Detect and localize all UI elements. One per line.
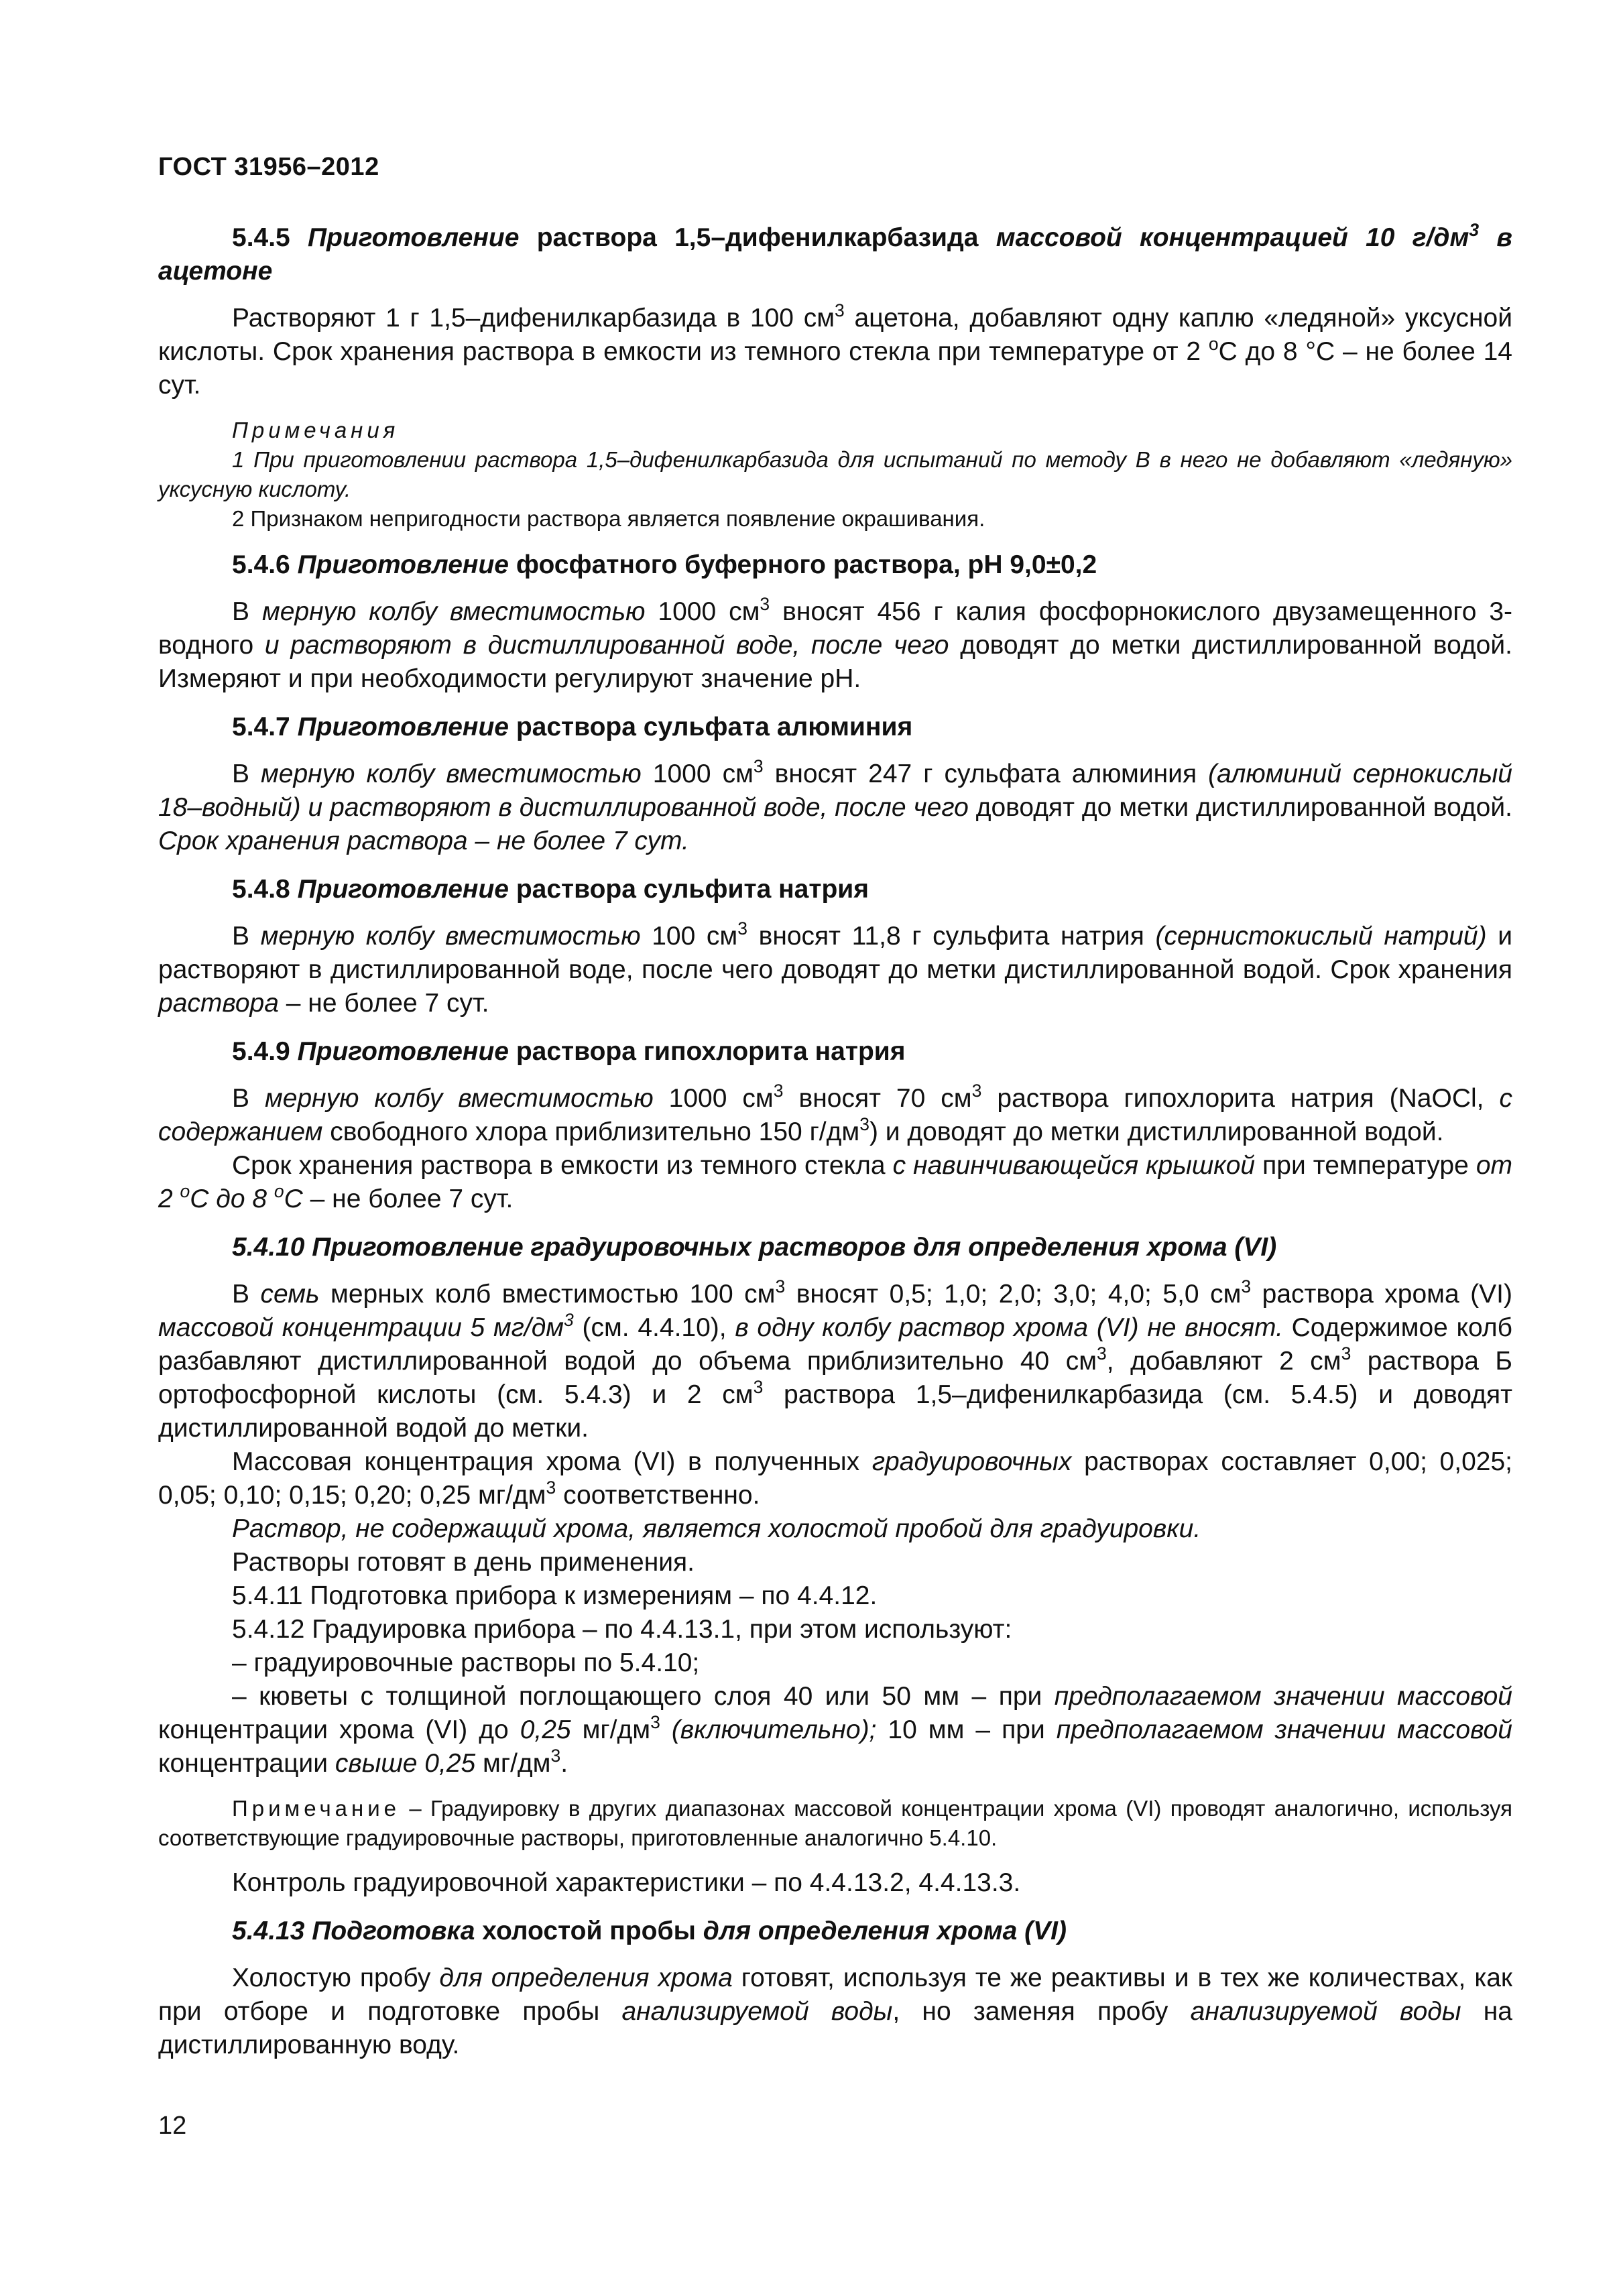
section-heading-5-4-13: 5.4.13 Подготовка холостой пробы для определения хрома (VI) bbox=[232, 1917, 1067, 1945]
paragraph: В мерную колбу вместимостью 1000 $см^3$ вносят 456 г калия фосфорнокислого двузамещенного 3-водного и растворяют в дистиллированной воде, после чего доводят до метки дистиллированной водой. Измеряют и при необходимости регулируют значение pH. bbox=[158, 593, 1512, 693]
section-heading-5-4-10: 5.4.10 Приготовление градуировочных растворов для определения хрома (VI) bbox=[232, 1233, 1277, 1262]
section-heading-5-4-8: 5.4.8 Приготовление раствора сульфита натрия bbox=[232, 875, 869, 904]
paragraph: 5.4.11 Подготовка прибора к измерениям – по 4.4.12. bbox=[232, 1581, 878, 1610]
note: Примечание – Градуировку в других диапазонах массовой концентрации хрома (VI) проводят аналогично, используя соответствующие градуировочные растворы, приготовленные аналогично 5.4.10. bbox=[158, 1796, 1512, 1850]
paragraph: В мерную колбу вместимостью 100 $см^3$ вносят 11,8 г сульфита натрия (сернистокислый натрий) и растворяют в дистиллированной воде, после чего доводят до метки дистиллированной водой. Срок хранения раствора – не более 7 сут. bbox=[158, 918, 1513, 1018]
paragraph: Массовая концентрация хрома (VI) в полученных градуировочных растворах составляет 0,00; 0,025; 0,05; 0,10; 0,15; 0,20; 0,25 $мг/дм^3$ соответственно. bbox=[158, 1447, 1512, 1510]
document-body bbox=[158, 221, 1512, 2062]
paragraph: Холостую пробу для определения хрома готовят, используя те же реактивы и в тех же количествах, как при отборе и подготовке пробы анализируемой воды, но заменяя пробу анализируемой воды на дистиллированную воду. bbox=[158, 1963, 1512, 2059]
paragraph: Срок хранения раствора в емкости из темного стекла с навинчивающейся крышкой при температуре от 2 $^о$С до 8 $^о$С – не более 7 сут. bbox=[158, 1151, 1512, 1213]
page-number: 12 bbox=[158, 2112, 187, 2140]
note-label: Примечания bbox=[232, 418, 400, 442]
note-label: Примечание bbox=[232, 1796, 401, 1821]
section-heading-5-4-6: 5.4.6 Приготовление фосфатного буферного раствора, pH 9,0±0,2 bbox=[232, 550, 1097, 579]
paragraph: Растворы готовят в день применения. bbox=[232, 1548, 695, 1577]
paragraph: В семь мерных колб вместимостью 100 $см^3$ вносят 0,5; 1,0; 2,0; 3,0; 4,0; 5,0 $см^3$ раствора хрома (VI) массовой концентрации 5 $мг/дм^3$ (см. 4.4.10), в одну колбу раствор хрома (VI) не вносят. Содержимое колб разбавляют дистиллированной водой до объема приблизительно 40 $см^3$, добавляют 2 $см^3$ раствора Б ортофосфорной кислоты (см. 5.4.3) и 2 $см^3$ раствора 1,5–дифенилкарбазида (см. 5.4.5) и доводят дистиллированной водой до метки. bbox=[158, 1276, 1512, 1443]
document-header: ГОСТ 31956–2012 bbox=[158, 153, 379, 181]
section-heading-5-4-7: 5.4.7 Приготовление раствора сульфата алюминия bbox=[232, 713, 913, 741]
paragraph: Контроль градуировочной характеристики – по 4.4.13.2, 4.4.13.3. bbox=[232, 1868, 1021, 1897]
list-item: – кюветы с толщиной поглощающего слоя 40 или 50 мм – при предполагаемом значении массовой концентрации хрома (VI) до 0,25 $мг/дм^3$ (включительно); 10 мм – при предполагаемом значении массовой концентрации свыше 0,25 $мг/дм^3$. bbox=[158, 1682, 1512, 1778]
paragraph: В мерную колбу вместимостью 1000 $см^3$ вносят 247 г сульфата алюминия (алюминий сернокислый 18–водный) и растворяют в дистиллированной воде, после чего доводят до метки дистиллированной водой. Срок хранения раствора – не более 7 сут. bbox=[158, 756, 1512, 855]
section-heading-5-4-9: 5.4.9 Приготовление раствора гипохлорита натрия bbox=[232, 1037, 906, 1066]
paragraph: 5.4.12 Градуировка прибора – по 4.4.13.1, при этом используют: bbox=[232, 1615, 1012, 1644]
paragraph: Растворяют 1 г 1,5–дифенилкарбазида в 100 $см^3$ ацетона, добавляют одну каплю «ледяной» уксусной кислоты. Срок хранения раствора в емкости из темного стекла при температуре от 2 $^о$С до 8 °С – не более 14 сут. bbox=[158, 300, 1512, 400]
section-heading-5-4-5: 5.4.5 Приготовление раствора 1,5–дифенилкарбазида массовой концентрацией 10 $г/дм^3$ в ацетоне bbox=[158, 219, 1512, 286]
paragraph: Раствор, не содержащий хрома, является холостой пробой для градуировки. bbox=[232, 1514, 1201, 1543]
list-item: – градуировочные растворы по 5.4.10; bbox=[232, 1648, 700, 1677]
note-item: 2 Признаком непригодности раствора является появление окрашивания. bbox=[232, 506, 985, 531]
note-item: 1 При приготовлении раствора 1,5–дифенилкарбазида для испытаний по методу В в него не добавляют «ледяную» уксусную кислоту. bbox=[158, 447, 1512, 501]
paragraph: В мерную колбу вместимостью 1000 $см^3$ вносят 70 $см^3$ раствора гипохлорита натрия (NaOCl, с содержанием свободного хлора приблизительно 150 $г/дм^3$) и доводят до метки дистиллированной водой. bbox=[158, 1080, 1512, 1146]
